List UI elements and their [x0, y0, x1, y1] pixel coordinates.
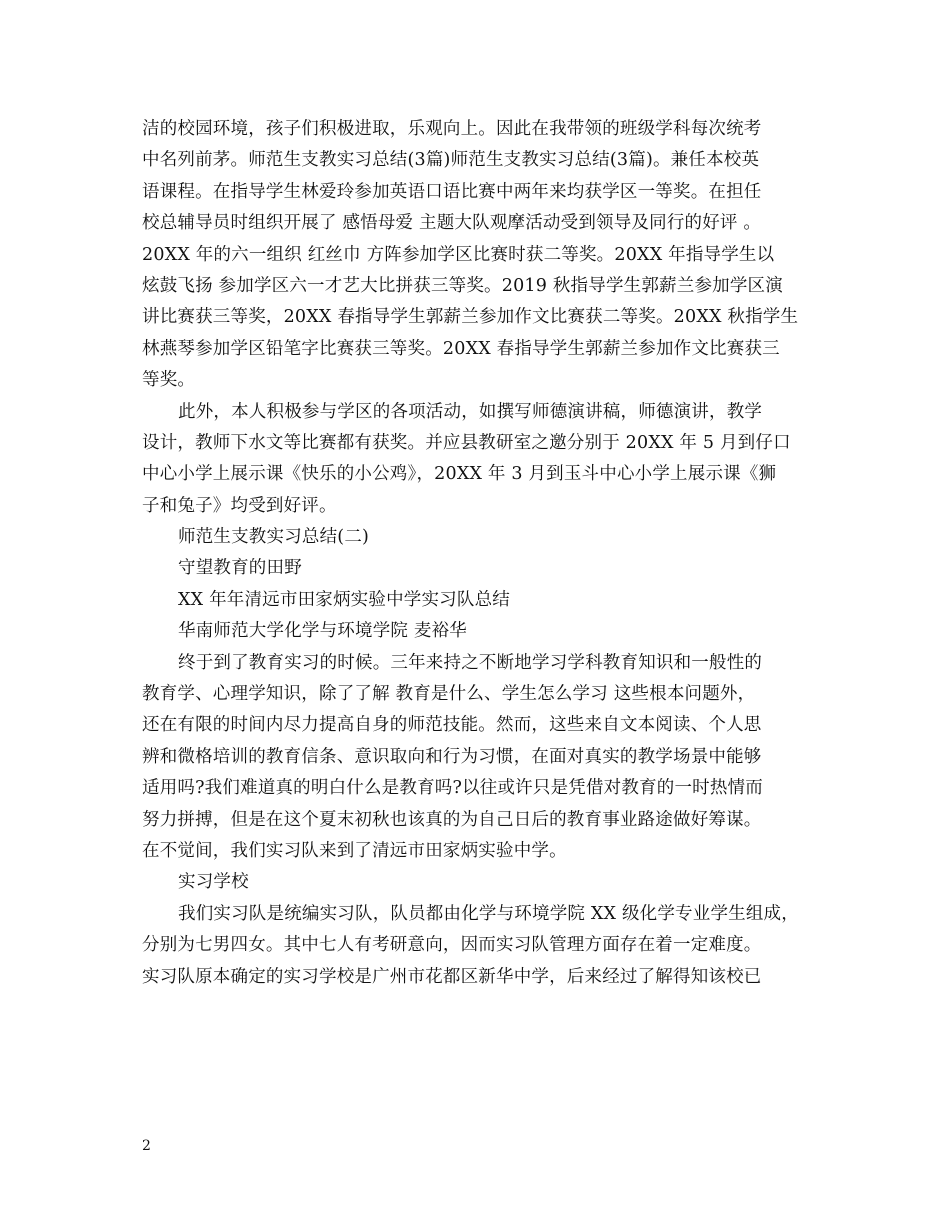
text-line: 辨和微格培训的教育信条、意识取向和行为习惯，在面对真实的教学场景中能够 [142, 746, 762, 767]
page-number: 2 [142, 1138, 151, 1154]
article-subtitle: XX 年年清远市田家炳实验中学实习队总结 [178, 589, 510, 610]
text-line: 设计，教师下水文等比赛都有获奖。并应县教研室之邀分别于 20XX 年 5 月到仔口 [142, 432, 791, 453]
text-line: 实习队原本确定的实习学校是广州市花都区新华中学，后来经过了解得知该校已 [142, 966, 762, 987]
section-heading: 师范生支教实习总结(二) [178, 527, 370, 548]
text-line: 分别为七男四女。其中七人有考研意向，因而实习队管理方面存在着一定难度。 [142, 935, 762, 956]
text-line: 适用吗?我们难道真的明白什么是教育吗?以往或许只是凭借对教育的一时热情而 [142, 778, 763, 799]
text-line: 林燕琴参加学区铅笔字比赛获三等奖。20XX 春指导学生郭薪兰参加作文比赛获三 [142, 338, 780, 359]
text-line: 校总辅导员时组织开展了 感悟母爱 主题大队观摩活动受到领导及同行的好评 。 [142, 213, 762, 234]
article-author: 华南师范大学化学与环境学院 麦裕华 [178, 621, 467, 642]
paragraph-start-line: 我们实习队是统编实习队，队员都由化学与环境学院 XX 级化学专业学生组成， [178, 903, 799, 924]
text-line: 中名列前茅。师范生支教实习总结(3篇)师范生支教实习总结(3篇)。兼任本校英 [142, 150, 760, 171]
text-line: 努力拼搏，但是在这个夏末初秋也该真的为自己日后的教育事业路途做好筹谋。 [142, 809, 762, 830]
section-heading: 实习学校 [178, 872, 249, 893]
text-line: 教育学、心理学知识，除了了解 教育是什么、学生怎么学习 这些根本问题外， [142, 684, 756, 705]
text-line: 语课程。在指导学生林爱玲参加英语口语比赛中两年来均获学区一等奖。在担任 [142, 181, 762, 202]
article-title: 守望教育的田野 [178, 558, 302, 579]
text-line: 讲比赛获三等奖，20XX 春指导学生郭薪兰参加作文比赛获二等奖。20XX 秋指学生 [142, 307, 799, 328]
text-line: 中心小学上展示课《快乐的小公鸡》，20XX 年 3 月到玉斗中心小学上展示课《狮 [142, 464, 777, 485]
text-line: 子和兔子》均受到好评。 [142, 495, 337, 516]
paragraph-start-line: 此外，本人积极参与学区的各项活动，如撰写师德演讲稿，师德演讲，教学 [178, 401, 763, 422]
text-line: 洁的校园环境，孩子们积极进取，乐观向上。因此在我带领的班级学科每次统考 [142, 119, 762, 139]
text-line: 炫鼓飞扬 参加学区六一才艺大比拼获三等奖。2019 秋指导学生郭薪兰参加学区演 [142, 275, 783, 296]
document-body [142, 114, 822, 993]
text-line: 20XX 年的六一组织 红丝巾 方阵参加学区比赛时获二等奖。20XX 年指导学生以 [142, 244, 775, 265]
text-line: 等奖。 [142, 370, 196, 391]
text-line: 还在有限的时间内尽力提高自身的师范技能。然而，这些来自文本阅读、个人思 [142, 715, 762, 736]
paragraph-start-line: 终于到了教育实习的时候。三年来持之不断地学习学科教育知识和一般性的 [178, 652, 763, 673]
text-line: 在不觉间，我们实习队来到了清远市田家炳实验中学。 [142, 840, 567, 861]
